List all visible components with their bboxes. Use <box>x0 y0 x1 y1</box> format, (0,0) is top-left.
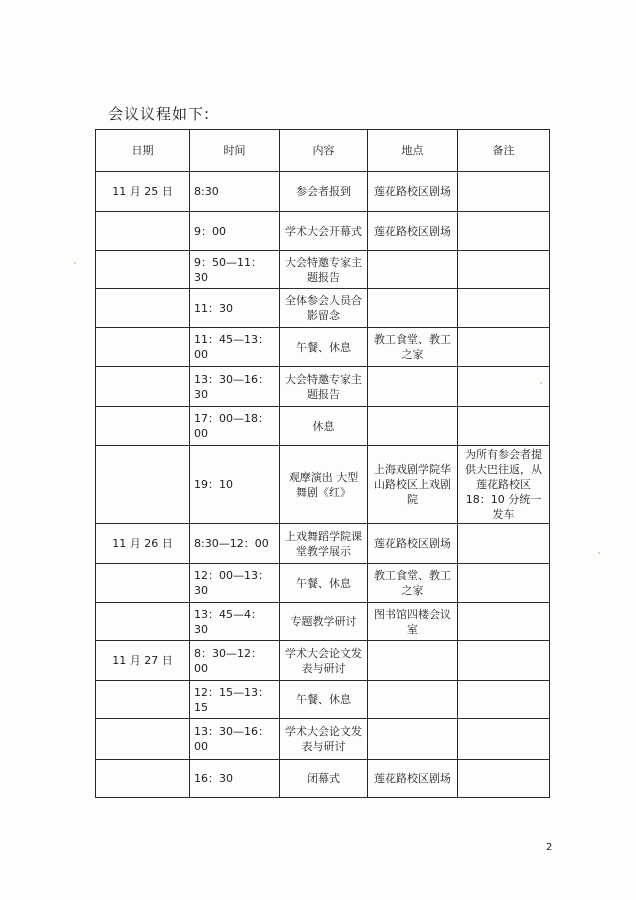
date-cell <box>96 760 190 798</box>
time-cell: 8：30—12：00 <box>190 641 280 681</box>
header-time: 时间 <box>190 130 280 172</box>
location-cell <box>368 407 458 446</box>
location-cell: 教工食堂、教工之家 <box>368 328 458 367</box>
content-cell: 专题教学研讨 <box>280 603 368 641</box>
table-row <box>96 172 550 212</box>
table-row <box>96 446 550 524</box>
notes-cell <box>458 172 550 212</box>
time-cell: 16：30 <box>190 760 280 798</box>
time-cell: 12：00—13：30 <box>190 564 280 603</box>
location-cell <box>368 289 458 328</box>
notes-cell <box>458 603 550 641</box>
header-content: 内容 <box>280 130 368 172</box>
table-row <box>96 603 550 641</box>
notes-cell <box>458 524 550 564</box>
location-cell: 莲花路校区剧场 <box>368 212 458 251</box>
table-row <box>96 760 550 798</box>
content-cell: 学术大会论文发表与研讨 <box>280 641 368 681</box>
content-cell: 大会特邀专家主题报告 <box>280 367 368 407</box>
notes-cell <box>458 212 550 251</box>
table-row <box>96 681 550 719</box>
location-cell: 图书馆四楼会议室 <box>368 603 458 641</box>
notes-cell <box>458 719 550 760</box>
scan-speck <box>74 262 76 264</box>
table-row <box>96 212 550 251</box>
agenda-table <box>95 129 550 798</box>
time-cell: 13：45—4：30 <box>190 603 280 641</box>
date-cell <box>96 446 190 524</box>
location-cell <box>368 681 458 719</box>
time-cell: 11：45—13：00 <box>190 328 280 367</box>
page-number: 2 <box>546 842 553 853</box>
content-cell: 午餐、休息 <box>280 564 368 603</box>
time-cell: 17：00—18：00 <box>190 407 280 446</box>
date-cell <box>96 719 190 760</box>
time-cell: 13：30—16：30 <box>190 367 280 407</box>
location-cell: 上海戏剧学院华山路校区上戏剧院 <box>368 446 458 524</box>
time-cell: 8:30—12：00 <box>190 524 280 564</box>
table-row <box>96 719 550 760</box>
notes-cell <box>458 289 550 328</box>
date-cell <box>96 681 190 719</box>
notes-cell <box>458 367 550 407</box>
location-cell <box>368 641 458 681</box>
scan-speck <box>598 552 600 554</box>
content-cell: 午餐、休息 <box>280 328 368 367</box>
date-cell <box>96 251 190 289</box>
time-cell: 13：30—16：00 <box>190 719 280 760</box>
notes-cell <box>458 760 550 798</box>
date-cell <box>96 603 190 641</box>
time-cell: 12：15—13：15 <box>190 681 280 719</box>
date-cell <box>96 407 190 446</box>
date-cell <box>96 564 190 603</box>
location-cell <box>368 251 458 289</box>
table-row <box>96 641 550 681</box>
header-date: 日期 <box>96 130 190 172</box>
date-cell: 11 月 25 日 <box>96 172 190 212</box>
content-cell: 观摩演出 大型舞剧《红》 <box>280 446 368 524</box>
table-row <box>96 251 550 289</box>
scan-speck <box>540 382 542 384</box>
table-row <box>96 328 550 367</box>
location-cell: 莲花路校区剧场 <box>368 172 458 212</box>
content-cell: 学术大会开幕式 <box>280 212 368 251</box>
content-cell: 全体参会人员合影留念 <box>280 289 368 328</box>
time-cell: 11：30 <box>190 289 280 328</box>
notes-cell <box>458 681 550 719</box>
time-cell: 8:30 <box>190 172 280 212</box>
date-cell <box>96 367 190 407</box>
notes-cell <box>458 641 550 681</box>
header-notes: 备注 <box>458 130 550 172</box>
content-cell: 大会特邀专家主题报告 <box>280 251 368 289</box>
content-cell: 午餐、休息 <box>280 681 368 719</box>
date-cell: 11 月 27 日 <box>96 641 190 681</box>
table-header-row <box>96 130 550 172</box>
page-heading: 会议议程如下: <box>108 105 211 123</box>
notes-cell <box>458 328 550 367</box>
time-cell: 9：50—11：30 <box>190 251 280 289</box>
date-cell <box>96 328 190 367</box>
location-cell <box>368 719 458 760</box>
table-row <box>96 407 550 446</box>
header-location: 地点 <box>368 130 458 172</box>
location-cell <box>368 367 458 407</box>
table-row <box>96 524 550 564</box>
table-row <box>96 367 550 407</box>
content-cell: 上戏舞蹈学院课堂教学展示 <box>280 524 368 564</box>
location-cell: 莲花路校区剧场 <box>368 760 458 798</box>
content-cell: 学术大会论文发表与研讨 <box>280 719 368 760</box>
content-cell: 参会者报到 <box>280 172 368 212</box>
notes-cell <box>458 251 550 289</box>
content-cell: 休息 <box>280 407 368 446</box>
date-cell: 11 月 26 日 <box>96 524 190 564</box>
table-row <box>96 564 550 603</box>
table-row <box>96 289 550 328</box>
date-cell <box>96 289 190 328</box>
time-cell: 19：10 <box>190 446 280 524</box>
location-cell: 莲花路校区剧场 <box>368 524 458 564</box>
notes-cell <box>458 407 550 446</box>
time-cell: 9：00 <box>190 212 280 251</box>
notes-cell <box>458 564 550 603</box>
notes-cell: 为所有参会者提供大巴往返，从莲花路校区 18：10 分统一发车 <box>458 446 550 524</box>
date-cell <box>96 212 190 251</box>
content-cell: 闭幕式 <box>280 760 368 798</box>
location-cell: 教工食堂、教工之家 <box>368 564 458 603</box>
